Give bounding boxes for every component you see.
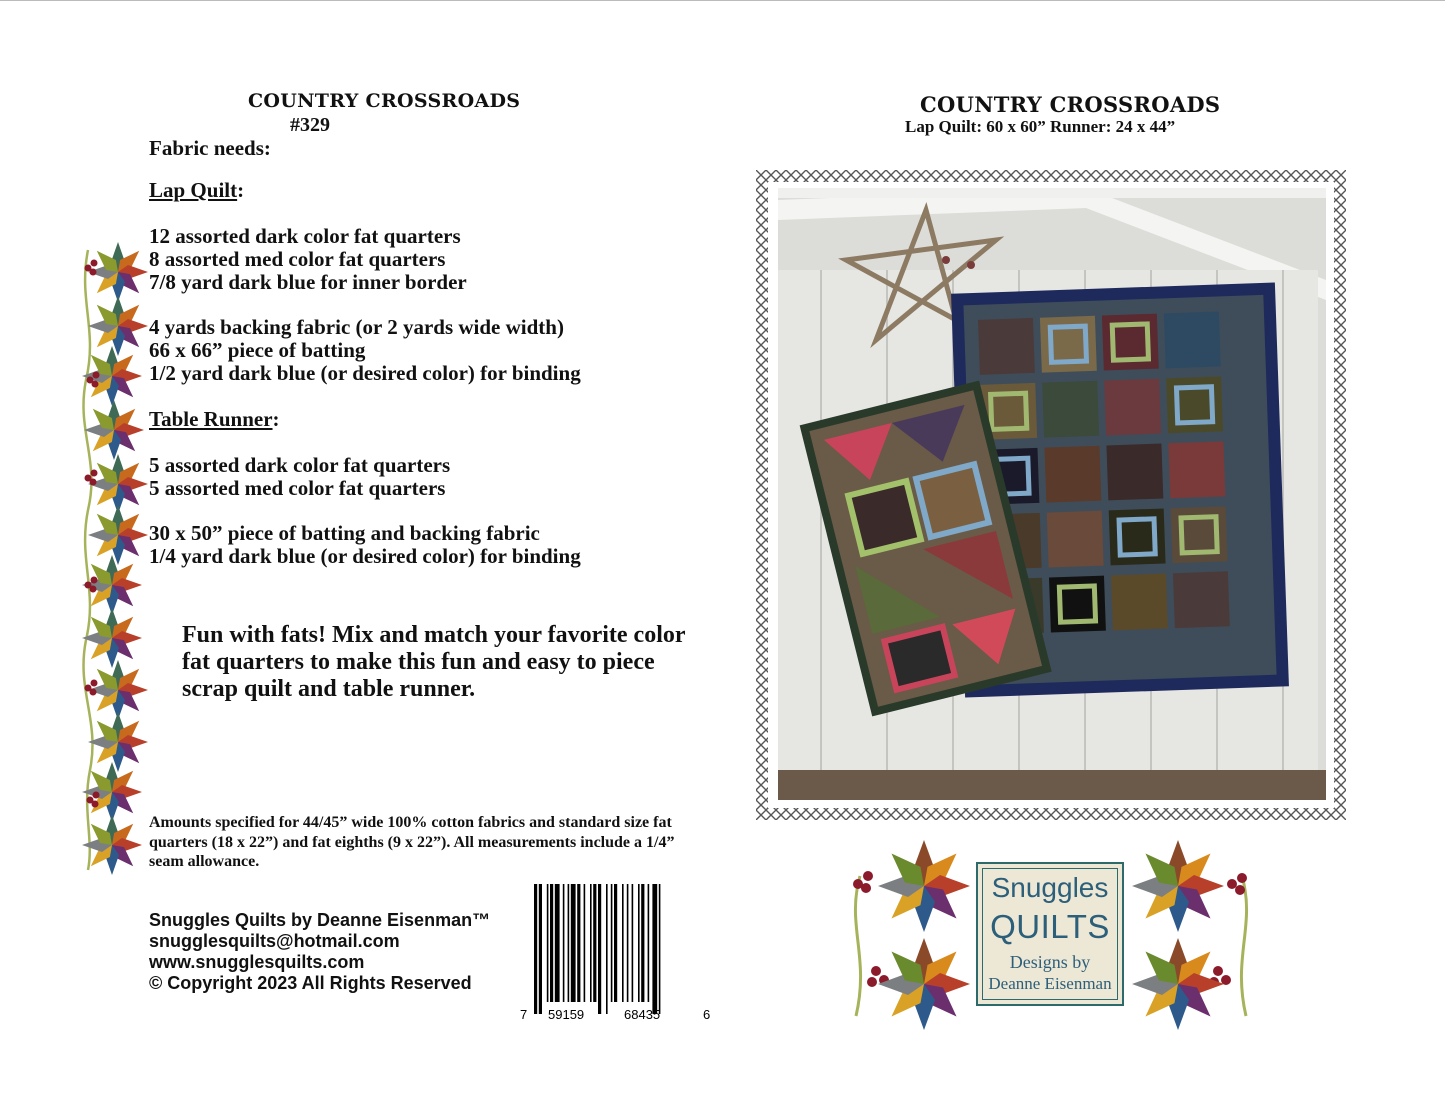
copyright-notice: © Copyright 2023 All Rights Reserved	[149, 973, 472, 993]
star-vine-border	[78, 240, 150, 880]
company-name: Snuggles Quilts by Deanne Eisenman™	[149, 910, 491, 930]
lap-quilt-heading: Lap Quilt:	[149, 178, 245, 202]
runner-item: 1/4 yard dark blue (or desired color) for binding	[149, 544, 581, 568]
email-address: snugglesquilts@hotmail.com	[149, 931, 400, 951]
amounts-note: Amounts specified for 44/45” wide 100% cotton fabrics and standard size fat quarters (18 x 22”) and fat eighths (9 x 22”). All measurements include a 1/4” seam allowance.	[149, 814, 675, 870]
logo-stars-left	[846, 836, 976, 1036]
barcode-digit-right: 68435	[624, 1007, 661, 1022]
lap-quilt-heading-text: Lap Quilt	[149, 178, 238, 202]
table-runner-heading: Table Runner:	[149, 407, 280, 431]
lap-item: 1/2 yard dark blue (or desired color) for binding	[149, 361, 581, 385]
fabric-needs-heading: Fabric needs:	[149, 136, 271, 160]
logo-line-designs-by: Designs by	[1009, 952, 1091, 972]
promo-text: Fun with fats! Mix and match your favorite color fat quarters to make this fun and easy to piece scrap quilt and table runner.	[182, 622, 686, 702]
lap-item: 8 assorted med color fat quarters	[149, 247, 446, 271]
lap-item: 66 x 66” piece of batting	[149, 338, 366, 362]
logo-line-quilts: QUILTS	[990, 908, 1110, 945]
contact-block	[149, 910, 490, 994]
barcode-digit-left: 59159	[548, 1007, 585, 1022]
runner-item: 30 x 50” piece of batting and backing fabric	[149, 521, 540, 545]
logo-line-designer: Deanne Eisenman	[988, 974, 1112, 993]
lap-item: 4 yards backing fabric (or 2 yards wide width)	[149, 315, 564, 339]
barcode-digit-check: 6	[703, 1007, 711, 1022]
pattern-title: COUNTRY CROSSROADS	[248, 90, 521, 112]
runner-item: 5 assorted med color fat quarters	[149, 476, 446, 500]
top-rule	[0, 0, 1445, 1]
runner-item: 5 assorted dark color fat quarters	[149, 453, 451, 477]
logo-stars-right	[1126, 836, 1256, 1036]
logo-line-snuggles: Snuggles	[991, 872, 1109, 903]
pattern-number: #329	[290, 114, 330, 136]
brand-logo	[976, 862, 1124, 1006]
photo-scene	[778, 188, 1326, 800]
table-runner-heading-text: Table Runner	[149, 407, 273, 431]
lap-item: 7/8 yard dark blue for inner border	[149, 270, 467, 294]
barcode-digit-lead: 7	[520, 1007, 528, 1022]
barcode-digits	[520, 884, 712, 1024]
barcode	[520, 884, 712, 1024]
lap-item: 12 assorted dark color fat quarters	[149, 224, 461, 248]
quilt-photo	[756, 170, 1346, 820]
cover-title: COUNTRY CROSSROADS	[920, 92, 1221, 117]
website-url: www.snugglesquilts.com	[149, 952, 365, 972]
cover-subtitle: Lap Quilt: 60 x 60” Runner: 24 x 44”	[905, 117, 1176, 136]
